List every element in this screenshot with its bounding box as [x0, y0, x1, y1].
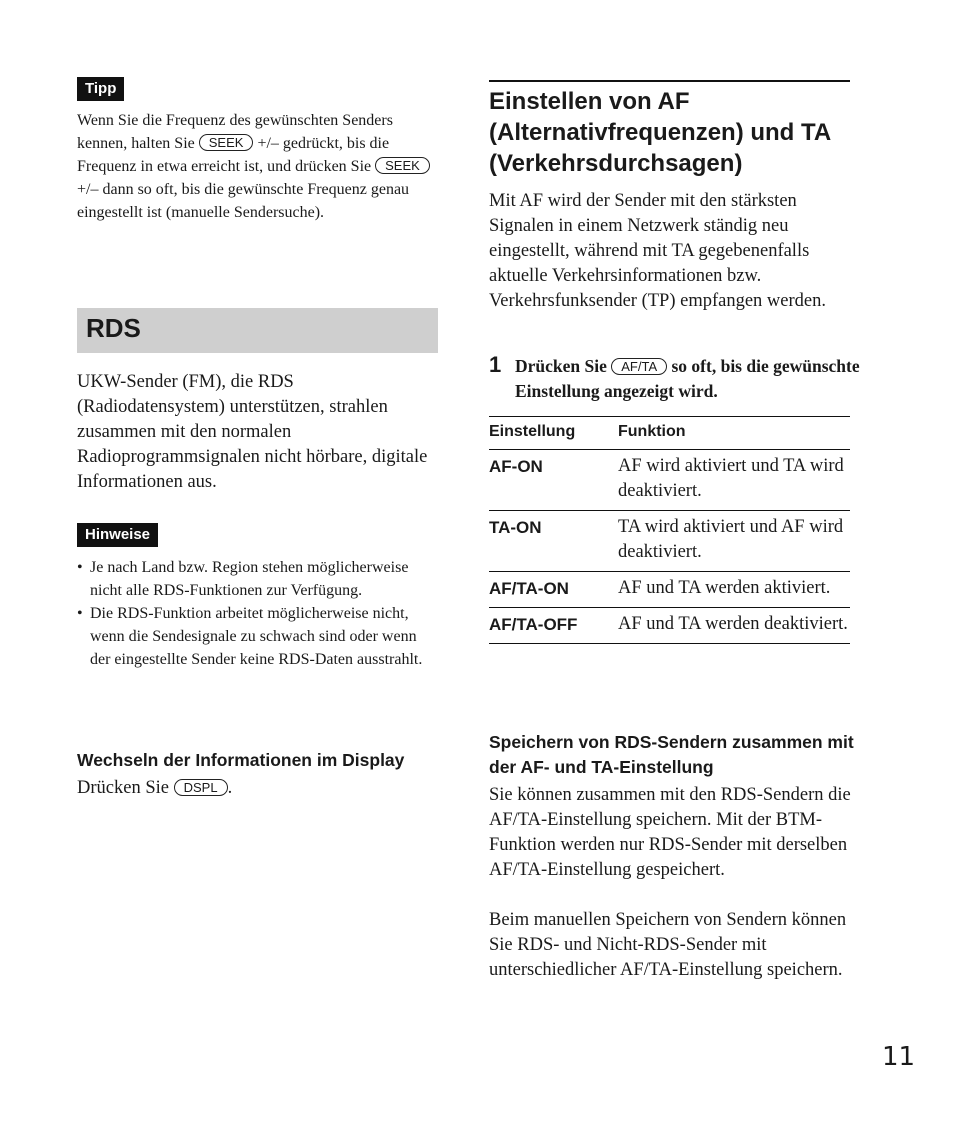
setting-cell: AF-ON	[489, 450, 618, 511]
function-cell: TA wird aktiviert und AF wird deaktiviert.	[618, 511, 850, 572]
seek-key: SEEK	[199, 134, 254, 151]
tip-text-part1: Wenn Sie die Frequenz des gewünschten Senders kennen, halten Sie	[77, 112, 393, 152]
tip-text-part3: +/– dann so oft, bis die gewünschte Frequenz genau eingestellt ist (manuelle Sendersuche).	[77, 181, 410, 221]
display-instruction	[77, 776, 439, 801]
section-heading: Einstellen von AF (Alternativfrequenzen) und TA (Verkehrsdurchsagen)	[489, 80, 850, 179]
step-number: 1	[489, 352, 502, 377]
rds-heading: RDS	[86, 313, 141, 343]
seek-key: SEEK	[375, 157, 430, 174]
tip-text	[77, 109, 439, 224]
notes-label: Hinweise	[77, 523, 158, 547]
table-row	[489, 450, 850, 511]
rds-heading-bar	[77, 308, 438, 353]
function-cell: AF und TA werden aktiviert.	[618, 572, 850, 608]
setting-cell: TA-ON	[489, 511, 618, 572]
list-item: • Die RDS-Funktion arbeitet möglicherweise nicht, wenn die Sendesignale zu schwach sind oder wenn der eingestellte Sender keine RDS-Daten ausstrahlt.	[77, 602, 439, 671]
display-end: .	[227, 778, 233, 798]
rds-intro: UKW-Sender (FM), die RDS (Radiodatensystem) unterstützen, strahlen zusammen mit den normalen Radioprogrammsignalen nicht hörbare, digitale Informationen aus.	[77, 372, 428, 492]
list-item: • Je nach Land bzw. Region stehen möglicherweise nicht alle RDS-Funktionen zur Verfügung.	[77, 556, 439, 602]
column-header-function: Funktion	[618, 417, 850, 450]
table-row	[489, 572, 850, 608]
page-number: 11	[882, 1042, 916, 1072]
display-heading: Wechseln der Informationen im Display	[77, 750, 405, 770]
table-row	[489, 608, 850, 644]
step-text-part2: so oft, bis die gewünschte Einstellung angezeigt wird.	[515, 356, 860, 401]
function-cell: AF wird aktiviert und TA wird deaktiviert.	[618, 450, 850, 511]
tip-label: Tipp	[77, 77, 124, 101]
function-cell: AF und TA werden deaktiviert.	[618, 608, 850, 644]
display-text: Drücken Sie	[77, 778, 169, 798]
settings-table	[489, 416, 850, 644]
step-text-part1: Drücken Sie	[515, 356, 607, 376]
af-ta-intro: Mit AF wird der Sender mit den stärksten Signalen in einem Netzwerk ständig neu eingestellt, während mit TA gegebenenfalls aktuelle Verkehrsinformationen bzw. Verkehrsfunksender (TP) empfangen werden.	[489, 191, 826, 311]
af-ta-key: AF/TA	[611, 358, 667, 375]
table-header-row	[489, 417, 850, 450]
notes-list	[77, 556, 439, 671]
store-paragraph-1: Sie können zusammen mit den RDS-Sendern die AF/TA-Einstellung speichern. Mit der BTM-Funktion werden nur RDS-Sender mit derselben AF/TA-Einstellung gespeichert.	[489, 785, 851, 880]
tip-text-part2: +/– gedrückt, bis die Frequenz in etwa erreicht ist, und drücken Sie	[77, 135, 390, 175]
table-row	[489, 511, 850, 572]
setting-cell: AF/TA-OFF	[489, 608, 618, 644]
setting-cell: AF/TA-ON	[489, 572, 618, 608]
store-paragraph-2: Beim manuellen Speichern von Sendern können Sie RDS- und Nicht-RDS-Sender mit unterschiedlicher AF/TA-Einstellung speichern.	[489, 910, 847, 980]
step-text	[515, 354, 860, 404]
column-header-setting: Einstellung	[489, 417, 618, 450]
dspl-key: DSPL	[174, 779, 228, 796]
store-heading: Speichern von RDS-Sendern zusammen mit der AF- und TA-Einstellung	[489, 732, 854, 777]
